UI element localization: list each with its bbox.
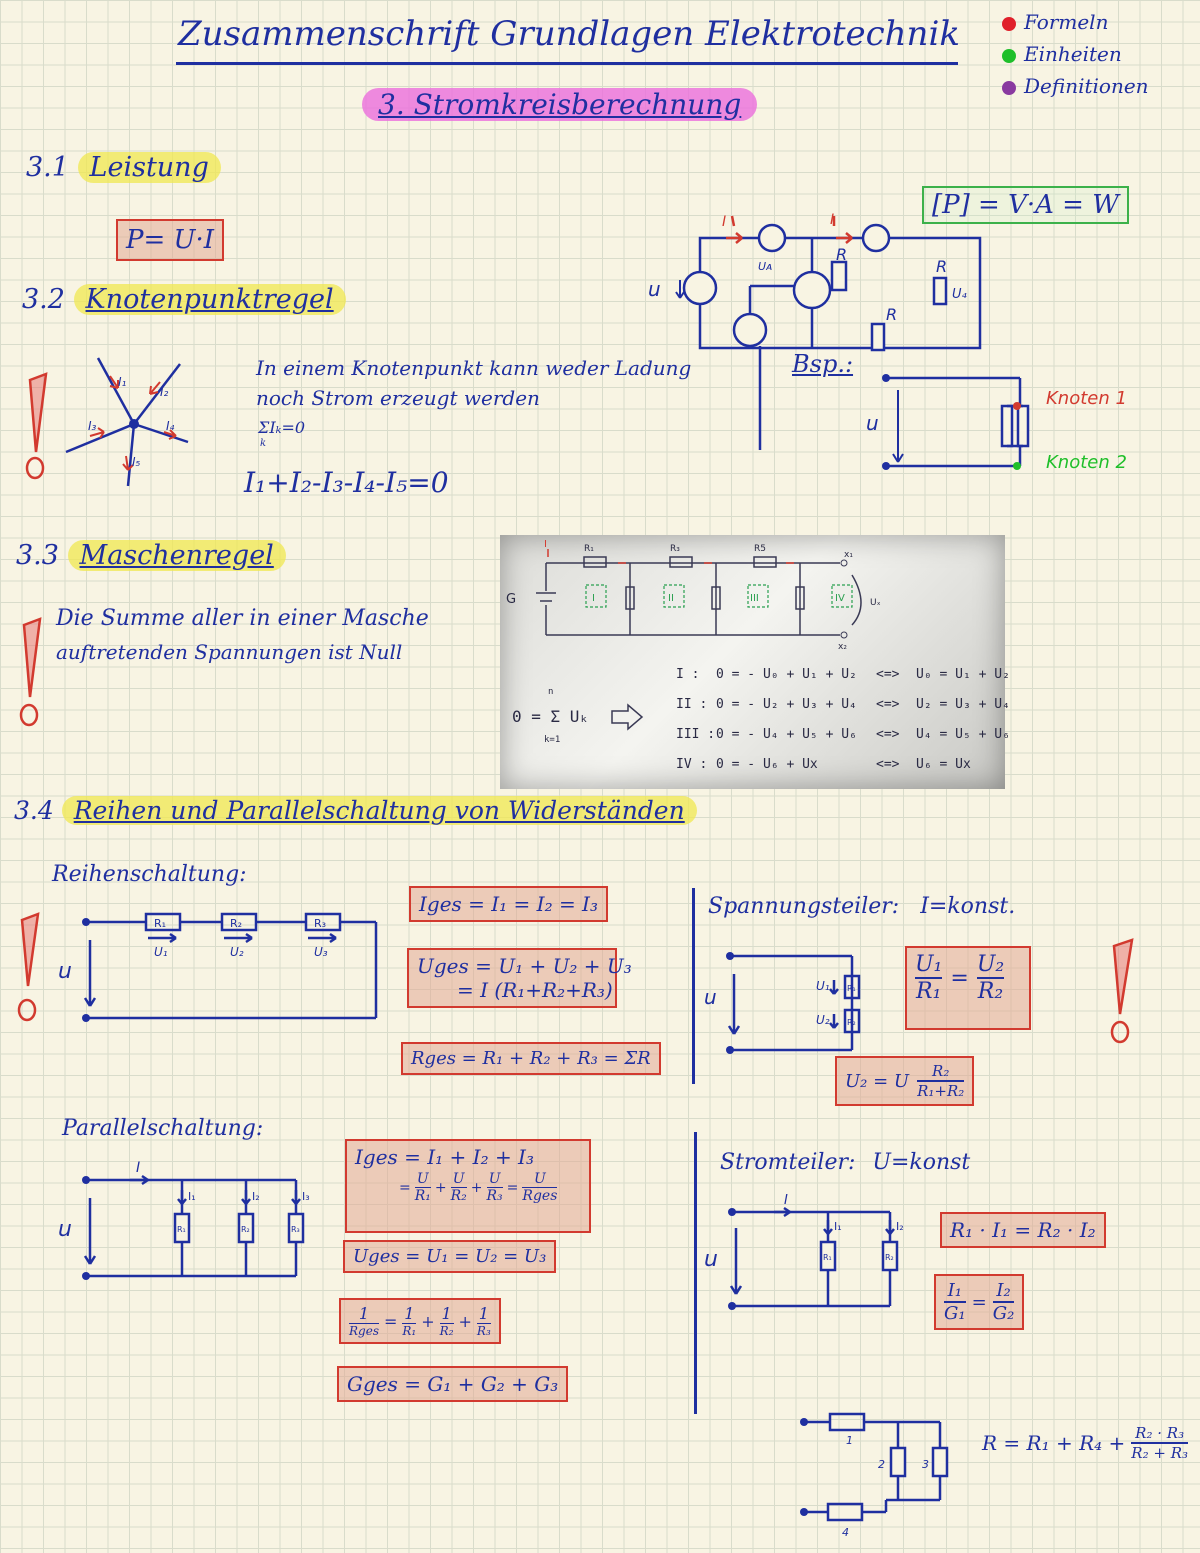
- legend-label: Formeln: [1024, 10, 1109, 34]
- star-label-i5: I₅: [132, 455, 141, 469]
- series-u2-label: U₂: [230, 945, 244, 959]
- series-r3-label: R₃: [314, 917, 327, 930]
- power-formula: P= U·I: [116, 219, 224, 261]
- section-number: 3.3: [16, 540, 59, 571]
- pc-den: R₃: [486, 1188, 503, 1204]
- mesh-label-2: II: [668, 593, 674, 604]
- parallel-i2-label: I₂: [252, 1190, 260, 1203]
- voltage-divider-label: [708, 894, 1015, 919]
- vd-num1: U₁: [915, 952, 943, 977]
- pc-num: U: [416, 1171, 429, 1187]
- exclamation-icon: [16, 615, 46, 735]
- eq-number: II :: [676, 697, 708, 712]
- star-label-i2: I₂: [160, 385, 169, 399]
- parallel-r2-label: R₂: [241, 1225, 250, 1234]
- section-3-1-heading: [26, 152, 221, 183]
- current-divider-condition: U=konst: [872, 1150, 971, 1175]
- kirchhoff-sum: ΣIₖ=0: [258, 418, 306, 437]
- vd-u2-label: U₂: [816, 1013, 830, 1027]
- cd-r2-label: R₂: [885, 1253, 894, 1262]
- combo-r2-label: 2: [878, 1458, 885, 1471]
- vertical-divider-bottom: [694, 1132, 697, 1414]
- series-r2-label: R₂: [230, 917, 243, 930]
- parallel-voltage-formula: Uges = U₁ = U₂ = U₃: [343, 1240, 556, 1273]
- photo-sum-lower: k=1: [544, 735, 561, 745]
- photo-label-r5: R5: [754, 544, 766, 554]
- pr-den: R₂: [439, 1324, 454, 1338]
- parallel-i3-label: I₃: [302, 1190, 310, 1203]
- node2-label: Knoten 2: [1046, 452, 1127, 473]
- photo-equation-row: [676, 697, 1010, 727]
- cd-den1: G₁: [944, 1303, 966, 1324]
- eq-number: III :: [676, 727, 716, 742]
- section-number: 3.4: [14, 796, 54, 825]
- section-3-2-heading: [22, 284, 346, 315]
- eq-rhs: U₆ = Ux: [916, 757, 971, 772]
- mesh-label-4: IV: [835, 593, 845, 604]
- vd-f2-lhs: U₂ = U: [845, 1070, 910, 1092]
- series-u1-label: U₁: [154, 945, 168, 959]
- vd-u1-label: U₁: [816, 979, 830, 993]
- vd-den2: R₂: [977, 979, 1004, 1004]
- node-example-circuit: [640, 210, 1040, 480]
- voltage-divider-ratio: $\frac{\text{U₁}}{\text{R₁}}$ = $\frac{\text{U₂}}{\text{R₂}}$: [905, 946, 1031, 1030]
- photo-label-r1: R₁: [584, 544, 594, 554]
- voltage-divider-formula: [835, 1056, 974, 1106]
- vd-den1: R₁: [915, 979, 942, 1004]
- parallel-r1-label: R₁: [177, 1225, 186, 1234]
- resistor-label: R: [936, 257, 948, 276]
- pc-num: U: [533, 1171, 546, 1187]
- vd-r2-label: R₂: [847, 1018, 856, 1027]
- pc-den: R₁: [414, 1188, 431, 1204]
- photo-label-x2: x₂: [838, 642, 847, 652]
- eq-arrow: <=>: [876, 757, 900, 772]
- section-title: Knotenpunktregel: [74, 284, 346, 315]
- combo-den: R₂ + R₃: [1131, 1444, 1188, 1462]
- photo-label-ux: Uₓ: [870, 598, 881, 608]
- cd-num1: I₁: [947, 1280, 962, 1301]
- legend-item-formeln: [1002, 10, 1149, 42]
- combo-circuit: [790, 1400, 970, 1540]
- pc-den: Rges: [522, 1188, 558, 1204]
- series-r1-label: R₁: [154, 917, 167, 930]
- pr-den: R₁: [402, 1324, 417, 1338]
- vertical-divider-top: [692, 888, 695, 1084]
- green-dot-icon: [1002, 49, 1016, 63]
- photo-label-r3: R₃: [670, 544, 680, 554]
- voltage-divider-circuit: [700, 950, 880, 1060]
- star-label-i3: I₃: [88, 419, 97, 433]
- pr-num: 1: [478, 1304, 489, 1323]
- combo-r3-label: 3: [922, 1458, 929, 1471]
- eq-number: I :: [676, 667, 700, 682]
- kirchhoff-text-line2: noch Strom erzeugt werden: [256, 386, 540, 410]
- parallel-current-line2: = $\frac{U}{\text{R₁}}$ + $\frac{U}{\text{R₂}}$ + $\frac{U}{\text{R₃}}$ = U Rges: [399, 1171, 558, 1204]
- eq-number: IV :: [676, 757, 708, 772]
- legend-label: Einheiten: [1024, 42, 1122, 66]
- eq-lhs: 0 = - U₀ + U₁ + U₂: [716, 667, 857, 682]
- page-title: Zusammenschrift Grundlagen Elektrotechnik: [178, 14, 960, 54]
- series-voltage-formula: [407, 948, 632, 1008]
- pr-den: Rges: [349, 1324, 379, 1338]
- node-equation: I₁+I₂-I₃-I₄-I₅=0: [244, 466, 449, 499]
- combo-num: R₂ · R₃: [1135, 1424, 1185, 1442]
- voltage-divider-title: Spannungsteiler:: [708, 894, 900, 919]
- photo-equation-row: [676, 667, 1010, 697]
- pr-num: 1: [358, 1304, 370, 1323]
- photo-sum-upper: n: [548, 687, 554, 697]
- section-title: Reihen und Parallelschaltung von Widerständen: [62, 796, 697, 825]
- combo-formula: [982, 1424, 1188, 1462]
- title-underline: [176, 62, 958, 65]
- voltage-label-u4: U₄: [952, 287, 967, 302]
- mesh-label-3: III: [750, 593, 759, 604]
- parallel-r3-label: R₃: [291, 1225, 300, 1234]
- photo-label-i: I: [544, 539, 547, 550]
- cd-voltage-label: u: [704, 1247, 718, 1272]
- legend-item-definitionen: [1002, 74, 1149, 106]
- combo-r4-label: 4: [842, 1526, 849, 1539]
- current-label-1: I: [722, 214, 727, 230]
- parallel-voltage-label: u: [58, 1217, 72, 1242]
- photo-sum-formula: 0 = Σ Uₖ: [512, 707, 590, 726]
- kirchhoff-text-line1: In einem Knotenpunkt kann weder Ladung: [256, 356, 692, 380]
- section-title: Leistung: [78, 152, 221, 183]
- parallel-current-label: I: [136, 1160, 141, 1176]
- legend-label: Definitionen: [1024, 74, 1149, 98]
- series-voltage-line2: = I (R₁+R₂+R₃): [457, 978, 613, 1002]
- current-divider-title: Stromteiler:: [720, 1150, 856, 1175]
- voltage-label-ua: Uᴀ: [758, 260, 773, 273]
- parallel-conductance-formula: Gges = G₁ + G₂ + G₃: [337, 1366, 568, 1402]
- parallel-current-line1: Iges = I₁ + I₂ + I₃: [355, 1145, 534, 1169]
- exclamation-icon: [1106, 936, 1136, 1056]
- mesh-text-line1: Die Summe aller in einer Masche: [56, 606, 429, 631]
- star-label-i4: I₄: [166, 419, 175, 433]
- pc-den: R₂: [450, 1188, 467, 1204]
- section-3-3-heading: [16, 540, 286, 571]
- eq-rhs: U₂ = U₃ + U₄: [916, 697, 1010, 712]
- eq-arrow: <=>: [876, 727, 900, 742]
- parallel-resistance-formula: 1 Rges = 1 R₁ + 1 R₂ + 1 R₃: [339, 1298, 501, 1344]
- eq-arrow: <=>: [876, 667, 900, 682]
- source-voltage-label: u: [648, 277, 661, 301]
- current-divider-formula: R₁ · I₁ = R₂ · I₂: [940, 1212, 1106, 1248]
- example-voltage-label: u: [866, 411, 879, 435]
- eq-arrow: <=>: [876, 697, 900, 712]
- photo-label-g: G: [506, 592, 517, 607]
- node-star-diagram: [60, 350, 200, 490]
- cd-i1-label: I₁: [834, 1220, 842, 1233]
- vd-voltage-label: u: [704, 985, 717, 1009]
- resistor-label: R: [836, 245, 848, 264]
- series-resistance-formula: Rges = R₁ + R₂ + R₃ = ΣR: [401, 1042, 661, 1075]
- vd-f2-den: R₁+R₂: [917, 1082, 965, 1100]
- parallel-current-formula: [345, 1139, 591, 1233]
- photo-label-x1: x₁: [844, 550, 853, 560]
- parallel-circuit: [50, 1160, 320, 1290]
- section-title: Maschenregel: [68, 540, 286, 571]
- cd-i2-label: I₂: [896, 1220, 904, 1233]
- pc-num: U: [488, 1171, 501, 1187]
- pr-num: 1: [441, 1304, 452, 1323]
- combo-lhs: R = R₁ + R₄ +: [982, 1431, 1126, 1455]
- eq-rhs: U₄ = U₅ + U₆: [916, 727, 1010, 742]
- legend-item-einheiten: [1002, 42, 1149, 74]
- exclamation-icon: [22, 370, 52, 490]
- exclamation-icon: [14, 910, 44, 1030]
- mesh-text-line2: auftretenden Spannungen ist Null: [56, 640, 403, 664]
- current-divider-label: [720, 1150, 970, 1175]
- current-divider-ratio: $\frac{\text{I₁}}{\text{G₁}}$ = $\frac{\text{I₂}}{\text{G₂}}$: [934, 1274, 1024, 1330]
- photo-equations: [676, 667, 1010, 787]
- parallel-i1-label: I₁: [188, 1190, 196, 1203]
- series-u3-label: U₃: [314, 945, 328, 959]
- purple-dot-icon: [1002, 81, 1016, 95]
- section-number: 3.1: [26, 152, 69, 183]
- section-3-4-heading: [14, 796, 697, 825]
- pc-num: U: [452, 1171, 465, 1187]
- cd-current-label: I: [784, 1193, 788, 1208]
- mesh-photo: [500, 535, 1010, 789]
- combo-r1-label: 1: [846, 1434, 853, 1447]
- current-divider-circuit: [700, 1193, 910, 1316]
- power-unit-box: [P] = V·A = W: [922, 186, 1129, 224]
- series-label: Reihenschaltung:: [52, 862, 247, 887]
- pr-den: R₃: [476, 1324, 491, 1338]
- example-label: Bsp.:: [792, 350, 854, 378]
- mesh-label-1: I: [592, 593, 595, 604]
- vd-f2-num: R₂: [932, 1062, 950, 1080]
- cd-den2: G₂: [992, 1303, 1015, 1324]
- resistor-label: R: [886, 305, 898, 324]
- eq-lhs: 0 = - U₂ + U₃ + U₄: [716, 697, 857, 712]
- eq-lhs: 0 = - U₆ + Ux: [716, 757, 818, 772]
- chapter-title: 3. Stromkreisberechnung: [362, 88, 757, 121]
- implies-arrow-icon: [612, 705, 642, 729]
- current-label-2: I: [830, 212, 835, 228]
- star-label-i1: I₁: [118, 375, 127, 389]
- vd-num2: U₂: [976, 952, 1005, 977]
- cd-r1-label: R₁: [823, 1253, 832, 1262]
- series-voltage-line1: Uges = U₁ + U₂ + U₃: [417, 954, 632, 978]
- series-current-formula: Iges = I₁ = I₂ = I₃: [409, 886, 608, 922]
- vd-r1-label: R₁: [847, 984, 856, 993]
- eq-rhs: U₀ = U₁ + U₂: [916, 667, 1010, 682]
- photo-equation-row: [676, 727, 1010, 757]
- series-voltage-label: u: [58, 959, 72, 984]
- kirchhoff-sum-index: k: [260, 438, 267, 449]
- voltage-divider-condition: I=konst.: [920, 894, 1016, 919]
- photo-equation-row: [676, 757, 996, 787]
- parallel-label: Parallelschaltung:: [62, 1116, 264, 1141]
- series-circuit: [50, 900, 390, 1030]
- legend: [1002, 10, 1149, 106]
- pr-num: 1: [404, 1304, 415, 1323]
- node1-label: Knoten 1: [1046, 388, 1127, 409]
- red-dot-icon: [1002, 17, 1016, 31]
- eq-lhs: 0 = - U₄ + U₅ + U₆: [716, 727, 857, 742]
- cd-num2: I₂: [996, 1280, 1011, 1301]
- section-number: 3.2: [22, 284, 65, 315]
